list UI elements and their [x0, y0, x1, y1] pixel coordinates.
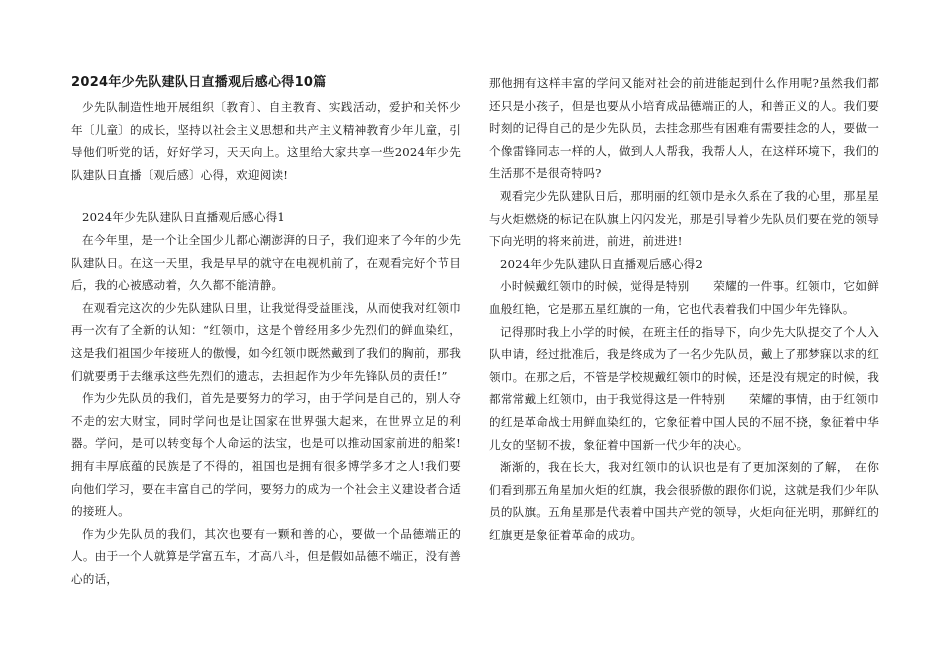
paragraph: 在观看完这次的少先队建队日里，让我觉得受益匪浅，从而使我对红领巾再一次有了全新的认知：“红领巾，这是个曾经用多少先烈们的鲜血染红，这是我们祖国少年接班人的傲慢，如今红领巾既然戴到了我们的胸前，那我们就要勇于去继承这些先烈们的遗志，去担起作为少年先锋队员的责任!”	[71, 300, 461, 383]
paragraph: 观看完少先队建队日后，那明丽的红领巾是永久系在了我的心里，那星星与火炬燃烧的标记在队旗上闪闪发光，那是引导着少先队员们要在党的领导下向光明的将来前进，前进，前进进!	[489, 188, 879, 249]
paragraph: 渐渐的，我在长大，我对红领巾的认识也是有了更加深刻的了解， 在你们看到那五角星加火炬的红旗，我会很骄傲的跟你们说，这就是我们少年队员的队旗。五角星那是代表着中国共产党的领导，火炬向征光明，那鲜红的红旗更是象征着革命的成功。	[489, 460, 879, 542]
paragraph: 小时候戴红领巾的时候，觉得是特别 荣耀的一件事。红领巾，它如鲜血般红艳，它是那五星红旗的一角，它也代表着我们中国少年先锋队。	[489, 279, 879, 316]
paragraph: 在今年里，是一个让全国少儿都心潮澎湃的日子，我们迎来了今年的少先队建队日。在这一天里，我是早早的就守在电视机前了，在观看完好个节目后，我的心被感动着，久久都不能清静。	[71, 232, 461, 293]
intro-paragraph: 少先队制造性地开展组织〔教育〕、自主教育、实践活动，爱护和关怀少年〔儿童〕的成长，坚持以社会主义思想和共产主义精神教育少年儿童，引导他们听党的话，好好学习，天天向上。这里给大家共享一些2024年少先队建队日直播〔观后感〕心得，欢迎阅读!	[71, 100, 461, 182]
right-column	[489, 72, 879, 546]
paragraph: 记得那时我上小学的时候，在班主任的指导下，向少先大队提交了个人入队申请，经过批准后，我是终成为了一名少先队员，戴上了那梦寐以求的红领巾。在那之后，不管是学校规戴红领巾的时候，还是没有规定的时候，我都常常戴上红领巾，由于我觉得这是一件特别 荣耀的事情，由于红领巾的红是革命战士用鲜血染红的，它象征着中国人民的不屈不挠，象征着中华儿女的坚韧不拔，象征着中国新一代少年的决心。	[489, 324, 879, 452]
section-gap	[71, 186, 461, 206]
section-heading-2: 2024年少先队建队日直播观后感心得2	[500, 256, 703, 271]
section-heading-1: 2024年少先队建队日直播观后感心得1	[82, 210, 285, 225]
document-title: 2024年少先队建队日直播观后感心得10篇	[71, 75, 327, 90]
paragraph: 作为少先队员的我们，首先是要努力的学习，由于学问是自己的，别人夺不走的宏大财宝，同时学问也是让国家在世界强大起来，在世界立足的利器。学问，是可以转变每个人命运的法宝，也是可以推动国家前进的船桨!拥有丰厚底蕴的民族是了不得的，祖国也是拥有很多博学多才之人!我们要向他们学习，要在丰富自己的学问，要努力的成为一个社会主义建设者合适的接班人。	[71, 391, 461, 519]
paragraph-continued: 那他拥有这样丰富的学问又能对社会的前进能起到什么作用呢?虽然我们都还只是小孩子，但是也要从小培育成品德端正的人，和善正义的人。我们要时刻的记得自己的是少先队员，去挂念那些有困难有需要挂念的人，要做一个像雷锋同志一样的人，做到人人帮我，我帮人人，在这样环境下，我们的生活那不是很奇特吗?	[489, 76, 879, 181]
paragraph: 作为少先队员的我们，其次也要有一颗和善的心，要做一个品德端正的人。由于一个人就算是学富五车，才高八斗，但是假如品德不端正，没有善心的话，	[71, 526, 461, 586]
left-column	[71, 72, 461, 590]
